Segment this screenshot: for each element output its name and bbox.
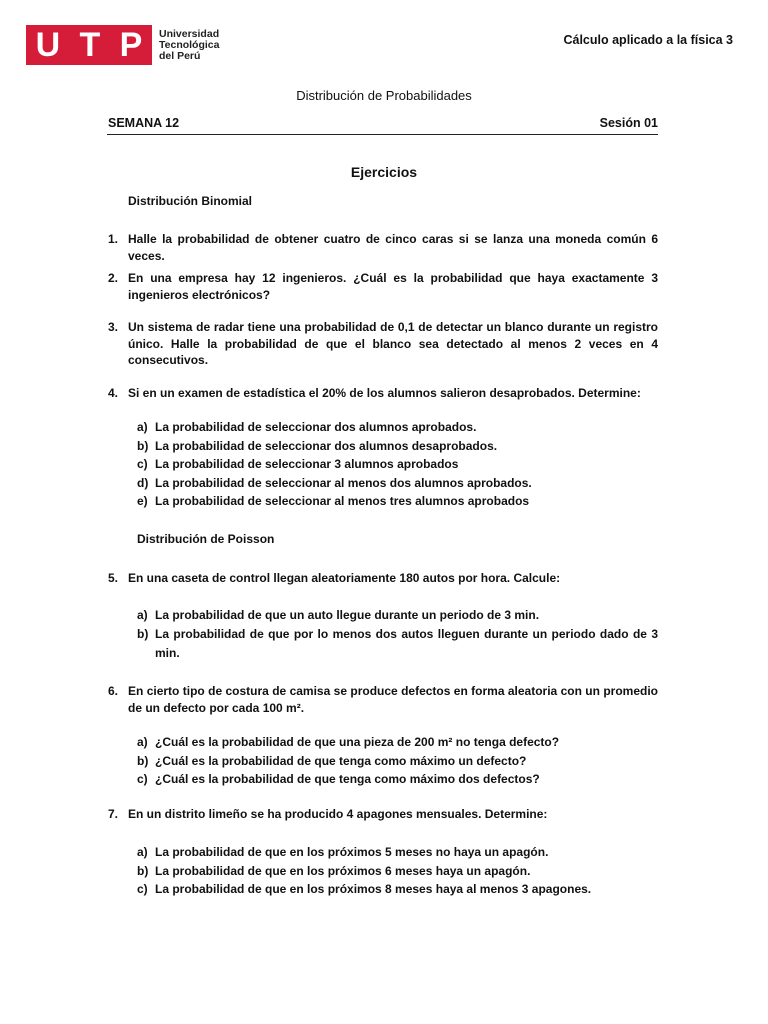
exercise-3 <box>108 319 658 369</box>
logo-letter-t: T <box>79 26 101 64</box>
item-text: La probabilidad de seleccionar 3 alumnos aprobados <box>155 457 459 471</box>
exercise-4 <box>108 385 658 402</box>
list-item <box>137 862 658 881</box>
item-letter: e) <box>137 494 148 508</box>
item-letter: a) <box>137 608 148 622</box>
item-text: La probabilidad de que por lo menos dos autos lleguen durante un periodo dado de 3 min. <box>155 626 658 660</box>
exercise-1 <box>108 231 658 264</box>
item-text: La probabilidad de que en los próximos 6 meses haya un apagón. <box>155 863 531 878</box>
list-item <box>137 437 658 456</box>
exercise-4-subitems <box>137 418 658 511</box>
list-item <box>137 843 658 862</box>
list-item <box>137 606 658 625</box>
exercise-number: 6. <box>108 684 119 698</box>
exercise-number: 3. <box>108 320 119 334</box>
list-item <box>137 733 658 752</box>
item-text: La probabilidad de seleccionar al menos dos alumnos aprobados. <box>155 475 532 490</box>
exercise-number: 2. <box>108 271 119 285</box>
item-letter: a) <box>137 735 148 749</box>
logo-line: Tecnológica <box>159 38 220 51</box>
binomial-heading: Distribución Binomial <box>128 194 253 208</box>
exercise-text: Un sistema de radar tiene una probabilidad de 0,1 de detectar un blanco durante un registro único. Halle la probabilidad de que el blanco sea detectado al menos 2 veces en 4 consecutivos. <box>128 320 658 367</box>
list-item <box>137 455 658 474</box>
header-divider <box>107 134 658 135</box>
item-text: La probabilidad de seleccionar dos alumnos desaprobados. <box>155 438 498 453</box>
exercise-6-subitems <box>137 733 658 789</box>
item-letter: a) <box>137 420 148 434</box>
logo-letter-p: P <box>119 26 143 64</box>
document-title: Distribución de Probabilidades <box>296 88 472 103</box>
list-item <box>137 880 658 899</box>
exercise-text: Si en un examen de estadística el 20% de los alumnos salieron desaprobados. Determine: <box>128 386 641 400</box>
exercise-5 <box>108 570 658 587</box>
item-text: La probabilidad de que en los próximos 5 meses no haya un apagón. <box>155 845 549 859</box>
item-letter: b) <box>137 753 149 768</box>
logo-mark <box>26 25 152 65</box>
item-text: ¿Cuál es la probabilidad de que tenga como máximo un defecto? <box>155 753 527 768</box>
item-letter: d) <box>137 475 149 490</box>
item-text: La probabilidad de que en los próximos 8 meses haya al menos 3 apagones. <box>155 882 592 896</box>
item-letter: a) <box>137 845 148 859</box>
logo-wordmark <box>159 29 219 62</box>
list-item <box>137 492 658 511</box>
item-text: La probabilidad de que un auto llegue durante un periodo de 3 min. <box>155 608 540 622</box>
item-text: La probabilidad de seleccionar dos alumnos aprobados. <box>155 420 477 434</box>
utp-logo <box>26 25 219 65</box>
item-letter: b) <box>137 438 149 453</box>
session-label: Sesión 01 <box>599 116 658 130</box>
list-item <box>137 770 658 789</box>
logo-line: Universidad <box>159 27 220 40</box>
week-label: SEMANA 12 <box>108 116 180 130</box>
section-title: Ejercicios <box>350 164 418 180</box>
item-text: ¿Cuál es la probabilidad de que una pieza de 200 m² no tenga defecto? <box>155 735 560 749</box>
item-letter: b) <box>137 863 149 878</box>
item-text: La probabilidad de seleccionar al menos tres alumnos aprobados <box>155 494 530 508</box>
logo-letter-u: U <box>35 26 61 64</box>
exercise-7 <box>108 806 658 823</box>
item-letter: b) <box>137 626 149 641</box>
list-item <box>137 418 658 437</box>
exercise-6 <box>108 683 658 716</box>
exercise-number: 5. <box>108 571 119 585</box>
exercise-number: 1. <box>108 232 119 246</box>
item-letter: c) <box>137 457 148 471</box>
list-item <box>137 752 658 771</box>
exercise-text: Halle la probabilidad de obtener cuatro de cinco caras si se lanza una moneda común 6 veces. <box>128 232 658 263</box>
meta-row <box>108 116 658 130</box>
exercise-text: En una empresa hay 12 ingenieros. ¿Cuál es la probabilidad que haya exactamente 3 ingenieros electrónicos? <box>128 271 658 302</box>
exercise-number: 4. <box>108 386 119 400</box>
list-item <box>137 474 658 493</box>
list-item <box>137 625 658 663</box>
item-letter: c) <box>137 772 148 786</box>
poisson-heading: Distribución de Poisson <box>137 532 275 546</box>
item-text: ¿Cuál es la probabilidad de que tenga como máximo dos defectos? <box>155 772 540 786</box>
exercise-text: En una caseta de control llegan aleatoriamente 180 autos por hora. Calcule: <box>128 571 561 585</box>
course-name: Cálculo aplicado a la física 3 <box>563 33 733 47</box>
exercise-text: En cierto tipo de costura de camisa se produce defectos en forma aleatoria con un promedio de un defecto por cada 100 m². <box>128 684 658 715</box>
item-letter: c) <box>137 882 148 896</box>
exercise-2 <box>108 270 658 303</box>
logo-line: del Perú <box>159 49 201 62</box>
exercise-7-subitems <box>137 843 658 899</box>
exercise-text: En un distrito limeño se ha producido 4 apagones mensuales. Determine: <box>128 807 548 821</box>
exercise-5-subitems <box>137 606 658 663</box>
exercise-number: 7. <box>108 807 119 821</box>
